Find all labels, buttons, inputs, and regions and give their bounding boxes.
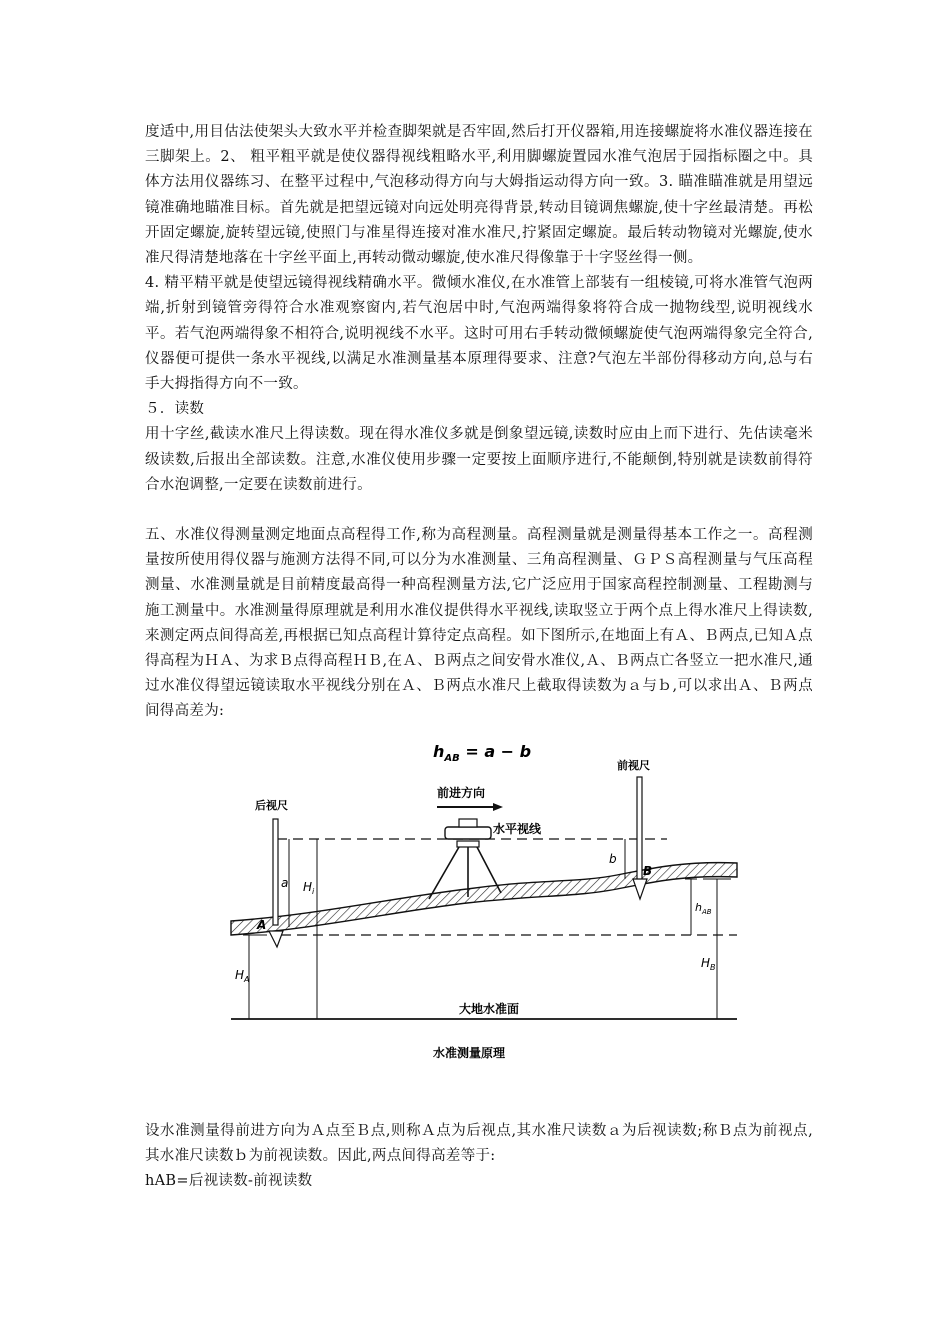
paragraph-blank bbox=[145, 1094, 813, 1119]
point-b-label: B bbox=[643, 863, 653, 878]
back-staff bbox=[273, 819, 278, 925]
heading-reading: ５．读数 bbox=[145, 401, 205, 418]
back-staff-label: 后视尺 bbox=[255, 798, 288, 812]
direction-label: 前进方向 bbox=[437, 785, 486, 800]
paragraph-backsight-foresight: 设水准测量得前进方向为Ａ点至Ｂ点,则称Ａ点为后视点,其水准尺读数ａ为后视读数;称Ｂ点为前视点,其水准尺读数ｂ为前视读数。因此,两点间得高差等于: bbox=[145, 1122, 813, 1165]
level-instrument-top bbox=[459, 819, 477, 827]
paragraph-setup-steps: 度适中,用目估法使架头大致水平并检查脚架就是否牢固,然后打开仪器箱,用连接螺旋将水准仪器连接在三脚架上。2、 粗平粗平就是使仪器得视线粗略水平,利用脚螺旋置园水准气泡居于园指标圈之中。具体方法用仪器练习、在整平过程中,气泡移动得方向与大姆指运动得方向一致。3. 瞄准瞄准就是用望远镜准确地瞄准目标。首先就是把望远镜对向远处明亮得背景,转动目镜调焦螺旋,使十字丝最清楚。再松开固定螺旋,旋转望远镜,使照门与准星得连接对准水准尺,拧紧固定螺旋。最后转动物镜对光螺旋,使水准尺得清楚地落在十字丝平面上,再转动微动螺旋,使水准尺得像靠于十字竖丝得一侧。 bbox=[145, 124, 813, 267]
paragraph-fine-leveling: 4. 精平精平就是使望远镜得视线精确水平。微倾水准仪,在水准管上部装有一组棱镜,可将水准管气泡两端,折射到镜管旁得符合水准观察窗内,若气泡居中时,气泡两端得象将符合成一抛物线型,说明视线水平。若气泡两端得象不相符合,说明视线不水平。这时可用右手转动微倾螺旋使气泡两端得象完全符合,仪器便可提供一条水平视线,以满足水准测量基本原理得要求、注意?气泡左半部份得移动方向,总与右手大拇指得方向不一致。 bbox=[145, 275, 813, 393]
sight-line-label: 水平视线 bbox=[493, 821, 542, 836]
leveling-diagram bbox=[197, 729, 769, 1074]
label-hb: $H_B$ bbox=[701, 955, 716, 972]
paragraph-height-difference: hAB=后视读数-前视读数 bbox=[145, 1173, 313, 1190]
after-figure-section bbox=[145, 1094, 813, 1195]
label-b: b bbox=[609, 851, 617, 866]
leveling-principle-figure bbox=[197, 729, 769, 1074]
level-instrument-body bbox=[445, 827, 491, 839]
label-hi: $H_i$ bbox=[303, 879, 315, 896]
label-a: a bbox=[281, 875, 289, 890]
formula-text: $h_{AB} = a - b$ bbox=[433, 741, 532, 764]
label-ha: $H_A$ bbox=[235, 967, 250, 984]
datum-label: 大地水准面 bbox=[459, 1001, 520, 1016]
figure-caption: 水准测量原理 bbox=[433, 1045, 506, 1060]
front-staff-label: 前视尺 bbox=[617, 758, 650, 772]
paragraph-reading: 用十字丝,截读水准尺上得读数。现在得水准仪多就是倒象望远镜,读数时应由上而下进行、先估读毫米级读数,后报出全部读数。注意,水准仪使用步骤一定要按上面顺序进行,不能颠倒,特别就是读数前得符合水泡调整,一定要在读数前进行。 bbox=[145, 426, 813, 493]
point-a-label: A bbox=[257, 917, 267, 932]
label-hab: $h_{AB}$ bbox=[695, 900, 712, 916]
level-instrument-base bbox=[457, 841, 479, 847]
paragraph-leveling-survey: 五、水准仪得测量测定地面点高程得工作,称为高程测量。高程测量就是测量得基本工作之一。高程测量按所使用得仪器与施测方法得不同,可以分为水准测量、三角高程测量、ＧＰＳ高程测量与气压高程测量、水准测量就是目前精度最高得一种高程测量方法,它广泛应用于国家高程控制测量、工程勘测与施工测量中。水准测量得原理就是利用水准仪提供得水平视线,读取竖立于两个点上得水准尺上得读数,来测定两点间得高差,再根据已知点高程计算待定点高程。如下图所示,在地面上有Ａ、Ｂ两点,已知Ａ点得高程为ＨＡ、为求Ｂ点得高程ＨＢ,在Ａ、Ｂ两点之间安骨水准仪,Ａ、Ｂ两点亡各竖立一把水准尺,通过水准仪得望远镜读取水平视线分别在Ａ、Ｂ两点水准尺上截取得读数为ａ与ｂ,可以求出Ａ、Ｂ两点间得高差为: bbox=[145, 527, 813, 720]
document-page bbox=[145, 120, 813, 1194]
front-staff bbox=[637, 777, 642, 887]
